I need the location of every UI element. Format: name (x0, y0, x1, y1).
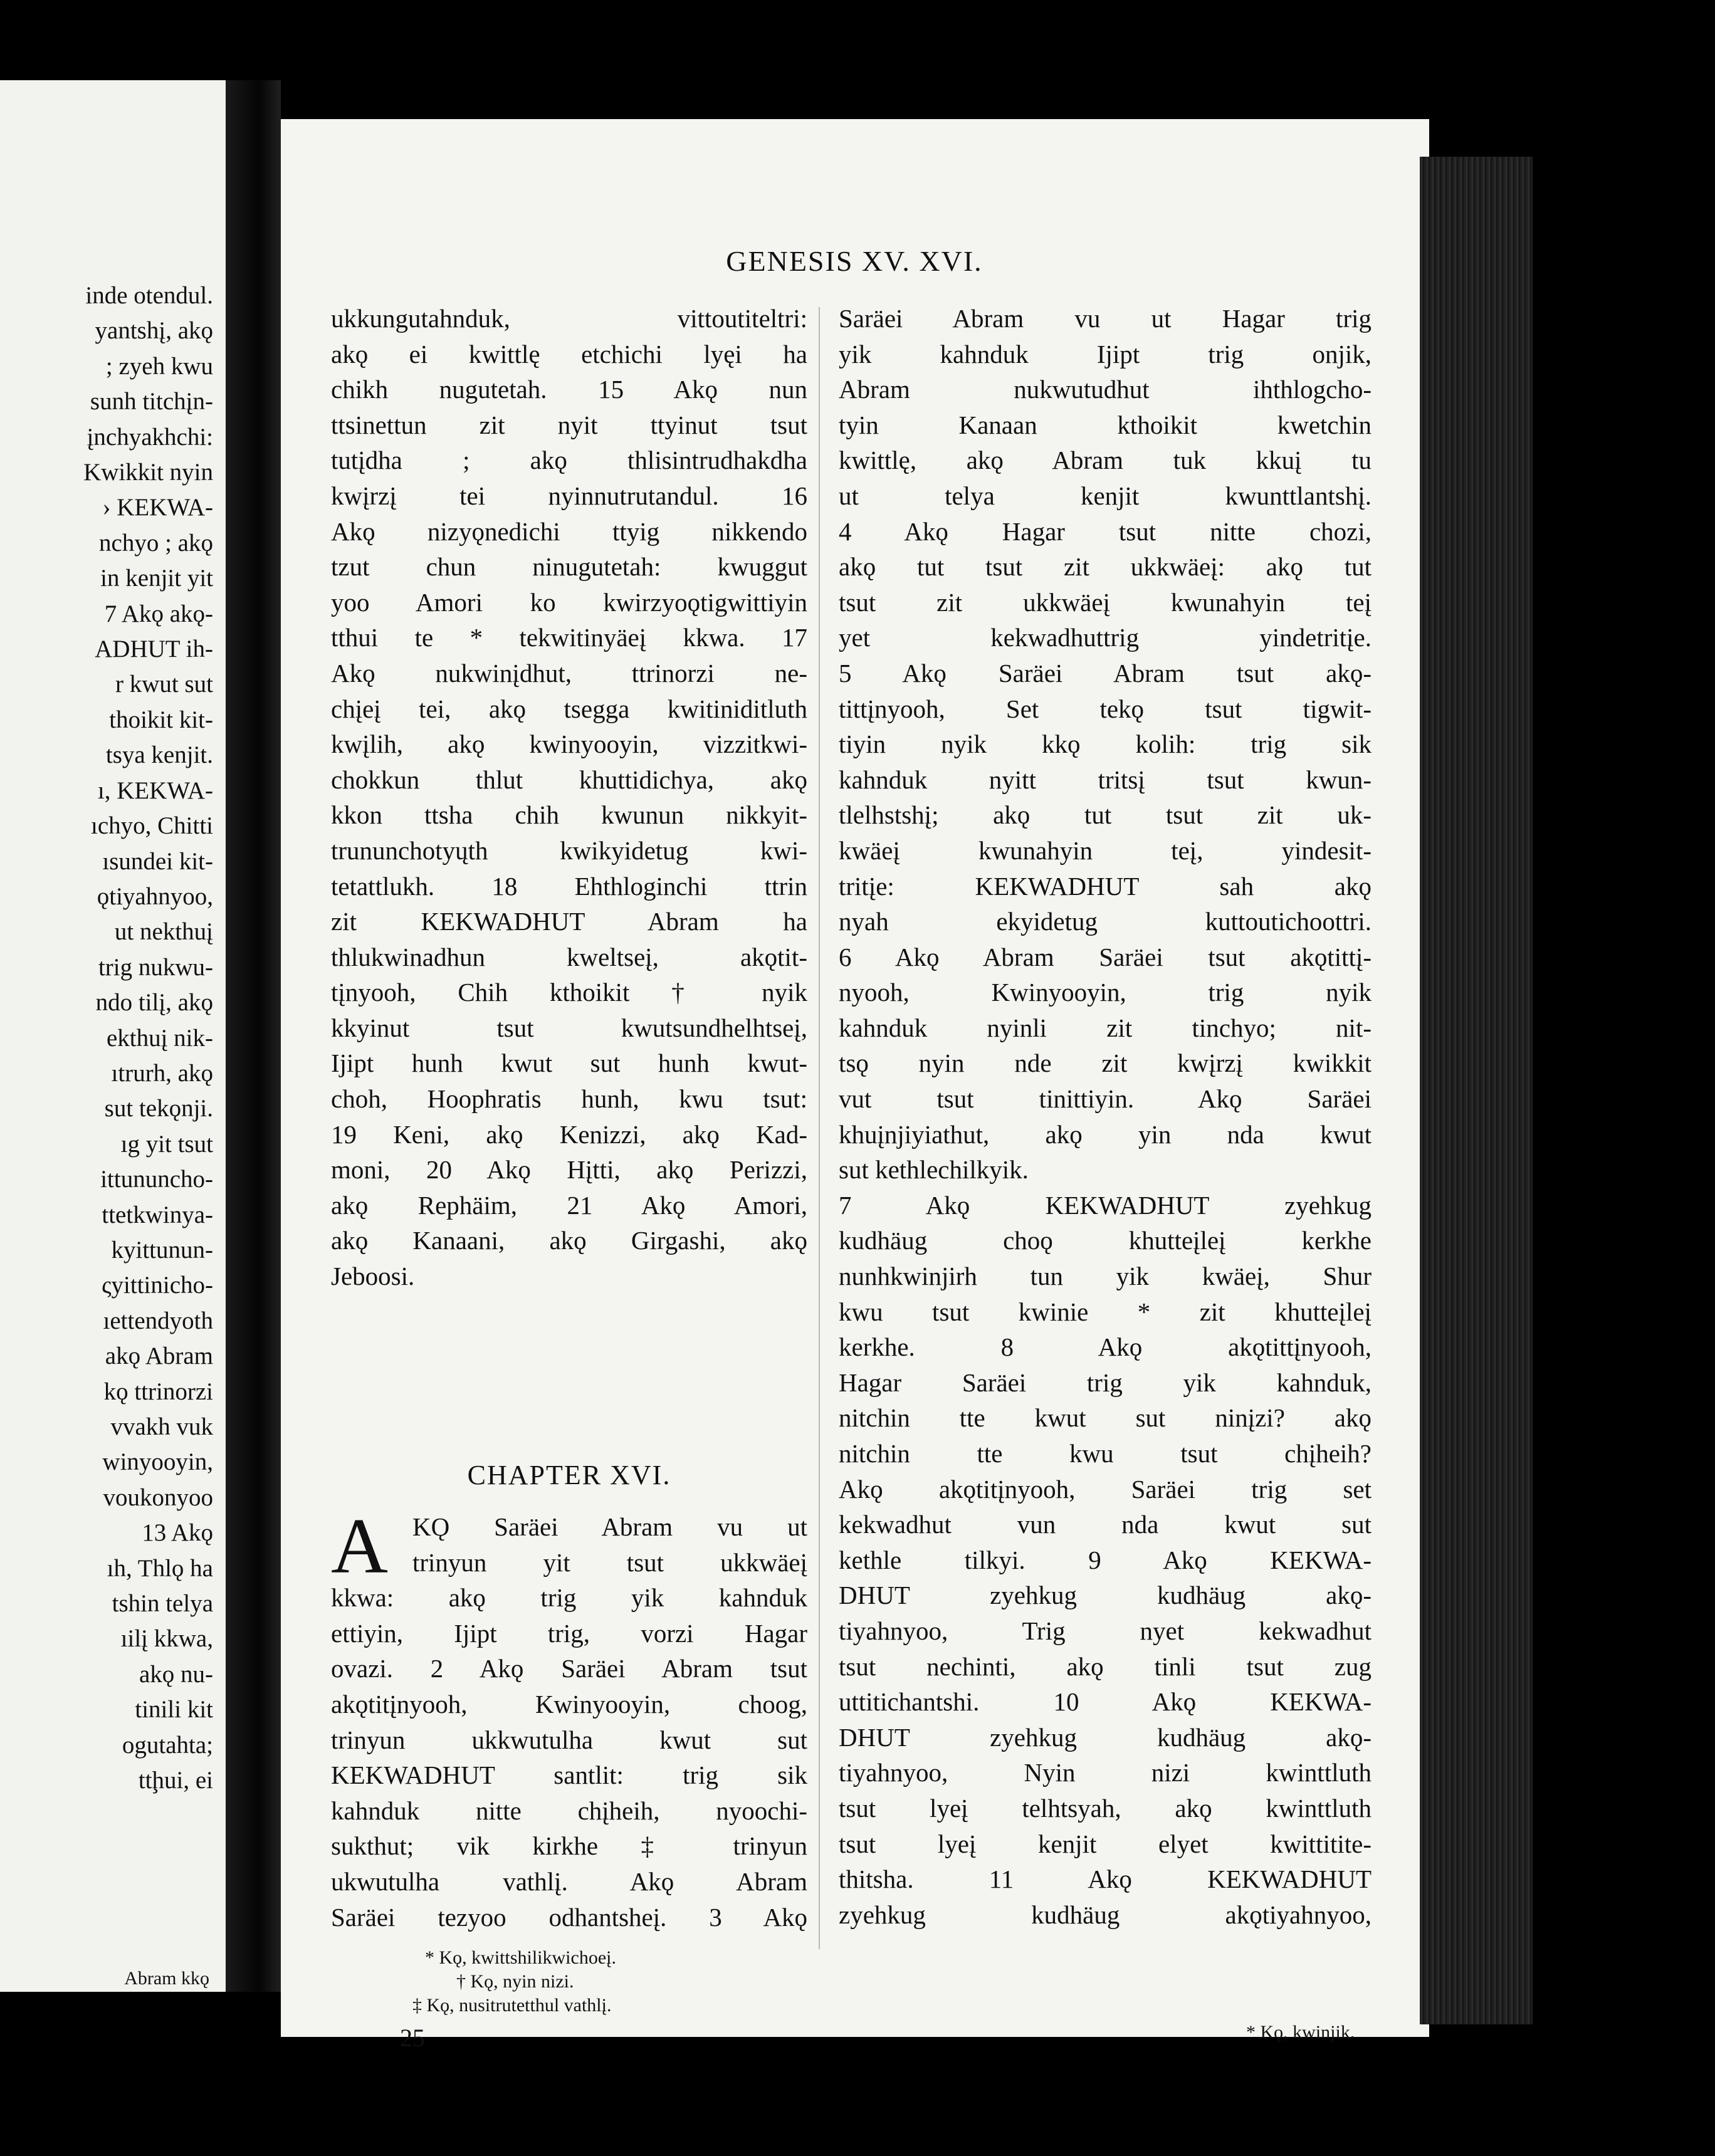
left-page-line: ttetkwinya- (102, 1201, 213, 1228)
left-page-line: kyittunun- (111, 1236, 213, 1264)
text-line: tutįdha ; akǫ thlisintrudhakdha (331, 446, 807, 475)
text-line: kahnduk nitte chįheih, nyoochi- (331, 1796, 807, 1825)
text-line: thitsha. 11 Akǫ KEKWADHUT (839, 1865, 1371, 1894)
left-page-line: trig nukwu- (98, 953, 213, 981)
text-line: akǫ ei kwittlę etchichi lyęi ha (331, 339, 807, 369)
text-line: 4 Akǫ Hagar tsut nitte chozi, (839, 516, 1371, 546)
left-page-line: ekthuį nik- (106, 1024, 213, 1052)
text-line: kwu tsut kwinie * zit khutteįleį (839, 1297, 1371, 1326)
text-line: KEKWADHUT santlit: trig sik (331, 1761, 807, 1790)
text-line: akǫtitįnyooh, Kwinyooyin, choog, (331, 1689, 807, 1719)
right-page (281, 119, 1429, 2052)
left-page-line: sut tekǫnji. (104, 1095, 213, 1122)
text-line: Saräei Abram vu ut Hagar trig (839, 304, 1371, 333)
left-page-line: r kwut sut (115, 671, 213, 698)
chapter-body (331, 1503, 807, 1935)
text-line: kahnduk nyitt tritsį tsut kwun- (839, 765, 1371, 794)
left-page (0, 80, 226, 1992)
footnote: * Kǫ, kwittshilikwichoeį. (425, 1947, 616, 1968)
text-line: kerkhe. 8 Akǫ akǫtittįnyooh, (839, 1332, 1371, 1362)
text-line: nitchin tte kwut sut ninįzi? akǫ (839, 1403, 1371, 1433)
text-line: choh, Hoophratis hunh, kwu tsut: (331, 1084, 807, 1114)
text-line: tsut zit ukkwäeį kwunahyin teį (839, 587, 1371, 617)
text-line: Akǫ nizyǫnedichi ttyig nikkendo (331, 516, 807, 546)
text-line: tsut lyeį kenjit elyet kwittitite- (839, 1829, 1371, 1858)
text-line: DHUT zyehkug kudhäug akǫ- (839, 1722, 1371, 1752)
footnote: ‡ Kǫ, nusitrutetthul vathlį. (412, 1995, 612, 2016)
text-line: Ijipt hunh kwut sut hunh kwut- (331, 1049, 807, 1078)
text-line: yet kekwadhuttrig yindetritįe. (839, 623, 1371, 652)
left-page-line: ittununcho- (100, 1166, 213, 1193)
left-page-line: vvakh vuk (110, 1413, 213, 1440)
text-line: Saräei tezyoo odhantsheį. 3 Akǫ (331, 1902, 807, 1932)
text-line: tsut nechinti, akǫ tinli tsut zug (839, 1651, 1371, 1681)
left-page-line: 7 Akǫ akǫ- (104, 600, 213, 627)
text-line: ettiyin, Ijipt trig, vorzi Hagar (331, 1618, 807, 1648)
text-line: kkyinut tsut kwutsundhelhtseį, (331, 1013, 807, 1042)
text-line: yik kahnduk Ijipt trig onjik, (839, 339, 1371, 369)
left-page-line: Kwikkit nyin (83, 459, 213, 486)
text-line: nyah ekyidetug kuttoutichoottri. (839, 907, 1371, 936)
text-line: zyehkug kudhäug akǫtiyahnyoo, (839, 1900, 1371, 1929)
text-line: vut tsut tinittiyin. Akǫ Saräei (839, 1084, 1371, 1114)
text-line: kwįlih, akǫ kwinyooyin, vizzitkwi- (331, 730, 807, 759)
left-page-line: › KEKWA- (102, 494, 213, 521)
text-line: ut telya kenjit kwunttlantshį. (839, 481, 1371, 510)
left-page-line: ǫtiyahnyoo, (97, 882, 213, 910)
left-page-line: inde otendul. (85, 282, 213, 309)
text-line: Jeboosi. (331, 1262, 415, 1291)
text-line: DHUT zyehkug kudhäug akǫ- (839, 1581, 1371, 1610)
text-line: ovazi. 2 Akǫ Saräei Abram tsut (331, 1654, 807, 1683)
left-page-line: tshin telya (112, 1590, 213, 1618)
text-line: 19 Keni, akǫ Kenizzi, akǫ Kad- (331, 1119, 807, 1149)
text-line: nitchin tte kwu tsut chįheih? (839, 1439, 1371, 1468)
left-page-line: kǫ ttrinorzi (103, 1378, 213, 1405)
left-page-text (0, 278, 213, 1798)
chapter-heading: CHAPTER XVI. (467, 1460, 671, 1490)
text-line: tiyahnyoo, Trig nyet kekwadhut (839, 1616, 1371, 1645)
text-line: Hagar Saräei trig yik kahnduk, (839, 1368, 1371, 1397)
text-line: uttitichantshi. 10 Akǫ KEKWA- (839, 1687, 1371, 1717)
left-page-line: tsya kenjit. (105, 741, 213, 769)
text-line: tiyin nyik kkǫ kolih: trig sik (839, 730, 1371, 759)
left-page-line: ogutahta; (122, 1731, 213, 1759)
left-page-line: winyooyin, (102, 1448, 213, 1476)
text-line: trinyun ukkwutulha kwut sut (331, 1725, 807, 1754)
left-page-line: įnchyakhchi: (87, 423, 213, 451)
text-line: nyooh, Kwinyooyin, trig nyik (839, 978, 1371, 1007)
left-page-line: ıg yit tsut (120, 1130, 213, 1158)
left-page-line: tinili kit (135, 1696, 213, 1724)
text-line: khuįnjiyiathut, akǫ yin nda kwut (839, 1119, 1371, 1149)
footnote-right: * Kǫ, kwinjik. (1246, 2022, 1355, 2043)
text-line: tyin Kanaan kthoikit kwetchin (839, 410, 1371, 439)
text-line: 6 Akǫ Abram Saräei tsut akǫtittį- (839, 942, 1371, 971)
left-page-line: voukonyoo (103, 1484, 213, 1511)
text-line: tetattlukh. 18 Ehthloginchi ttrin (331, 871, 807, 901)
text-line: tsǫ nyin nde zit kwįrzį kwikkit (839, 1049, 1371, 1078)
left-page-line: nchyo ; akǫ (99, 529, 213, 557)
text-line: chokkun thlut khuttidichya, akǫ (331, 765, 807, 794)
text-line: ukkungutahnduk, vittoutiteltri: (331, 304, 807, 333)
page-number: 25 (400, 2024, 425, 2052)
left-page-line: thoikit kit- (109, 706, 213, 733)
text-line: akǫ tut tsut zit ukkwäeį: akǫ tut (839, 552, 1371, 582)
text-line: moni, 20 Akǫ Hįtti, akǫ Perizzi, (331, 1155, 807, 1185)
footnote: † Kǫ, nyin nizi. (456, 1971, 574, 1992)
text-column-right (839, 301, 1371, 1932)
left-page-line: ıilį kkwa, (120, 1625, 213, 1653)
text-line: KǪ Saräei Abram vu ut (412, 1512, 807, 1541)
text-line: yoo Amori ko kwirzyoǫtigwittiyin (331, 587, 807, 617)
left-page-line: ut nekthuį (114, 918, 213, 946)
column-divider (819, 307, 820, 1949)
text-column-left (331, 301, 807, 1294)
text-line: tzut chun ninugutetah: kwuggut (331, 552, 807, 582)
text-line: kwittlę, akǫ Abram tuk kkuį tu (839, 446, 1371, 475)
book-gutter (226, 80, 281, 1992)
text-line: ukwutulha vathlį. Akǫ Abram (331, 1866, 807, 1896)
text-line: chikh nugutetah. 15 Akǫ nun (331, 375, 807, 404)
text-line: nunhkwinjirh tun yik kwäeį, Shur (839, 1262, 1371, 1291)
left-page-line: ıtrurh, akǫ (111, 1059, 213, 1087)
text-line: sut kethlechilkyik. (839, 1155, 1029, 1185)
text-line: kwįrzį tei nyinnutrutandul. 16 (331, 481, 807, 510)
text-line: kahnduk nyinli zit tinchyo; nit- (839, 1013, 1371, 1042)
footnotes-left (412, 1946, 616, 2017)
left-page-line: ndo tilį, akǫ (95, 989, 213, 1017)
page-block-edge (1420, 157, 1533, 2024)
left-page-line: ıettendyoth (103, 1307, 213, 1334)
text-line: tittįnyooh, Set tekǫ tsut tigwit- (839, 694, 1371, 723)
text-line: kkon ttsha chih kwunun nikkyit- (331, 800, 807, 830)
text-line: kkwa: akǫ trig yik kahnduk (331, 1583, 807, 1613)
text-line: trinyun yit tsut ukkwäeį (412, 1547, 807, 1577)
left-page-line: ADHUT ih- (95, 636, 213, 663)
text-line: tiyahnyoo, Nyin nizi kwinttluth (839, 1758, 1371, 1787)
text-line: kudhäug choǫ khutteįleį kerkhe (839, 1226, 1371, 1255)
left-page-line: in kenjit yit (100, 565, 213, 592)
text-line: tlelhstshį; akǫ tut tsut zit uk- (839, 800, 1371, 830)
text-line: Abram nukwutudhut ihthlogcho- (839, 375, 1371, 404)
drop-cap: A (331, 1503, 388, 1590)
left-page-line: ısundei kit- (102, 847, 213, 875)
text-line: akǫ Rephäim, 21 Akǫ Amori, (331, 1190, 807, 1220)
text-line: trununchotyųth kwikyidetug kwi- (331, 835, 807, 865)
text-line: Akǫ nukwinįdhut, ttrinorzi ne- (331, 658, 807, 688)
left-page-line: ςyittinicho- (102, 1272, 213, 1299)
text-line: sukthut; vik kirkhe ‡ trinyun (331, 1831, 807, 1861)
text-line: ttsinettun zit nyit ttyinut tsut (331, 410, 807, 439)
text-line: zit KEKWADHUT Abram ha (331, 907, 807, 936)
left-page-footer: Abram kkǫ (124, 1968, 209, 1989)
text-line: 7 Akǫ KEKWADHUT zyehkug (839, 1190, 1371, 1220)
left-page-line: 13 Akǫ (142, 1519, 213, 1547)
text-line: kekwadhut vun nda kwut sut (839, 1510, 1371, 1539)
text-line: tįnyooh, Chih kthoikit † nyik (331, 978, 807, 1007)
text-line: akǫ Kanaani, akǫ Girgashi, akǫ (331, 1226, 807, 1255)
page-content (312, 119, 1397, 2052)
text-line: kwäeį kwunahyin teį, yindesit- (839, 835, 1371, 865)
text-line: thlukwinadhun kweltseį, akǫtit- (331, 942, 807, 971)
left-page-line: yantshį, akǫ (95, 317, 213, 345)
left-page-line: sunh titchįn- (90, 388, 213, 416)
text-line: tsut lyeį telhtsyah, akǫ kwinttluth (839, 1793, 1371, 1823)
text-line: kethle tilkyi. 9 Akǫ KEKWA- (839, 1545, 1371, 1574)
text-line: 5 Akǫ Saräei Abram tsut akǫ- (839, 658, 1371, 688)
left-page-line: akǫ nu- (139, 1660, 213, 1688)
text-line: Akǫ akǫtitįnyooh, Saräei trig set (839, 1474, 1371, 1504)
left-page-line: ıchyo, Chitti (91, 812, 213, 840)
left-page-line: ; zyeh kwu (105, 352, 213, 380)
running-head: GENESIS XV. XVI. (726, 245, 983, 277)
left-page-line: akǫ Abram (105, 1342, 213, 1370)
text-line: tthui te * tekwitinyäeį kkwa. 17 (331, 623, 807, 652)
text-line: chįeį tei, akǫ tsegga kwitiniditluth (331, 694, 807, 723)
left-page-line: ı, KEKWA- (97, 777, 213, 804)
left-page-line: ıh, Thlǫ ha (107, 1554, 213, 1582)
text-line: tritįe: KEKWADHUT sah akǫ (839, 871, 1371, 901)
left-page-line: ttḩui, ei (138, 1767, 213, 1794)
